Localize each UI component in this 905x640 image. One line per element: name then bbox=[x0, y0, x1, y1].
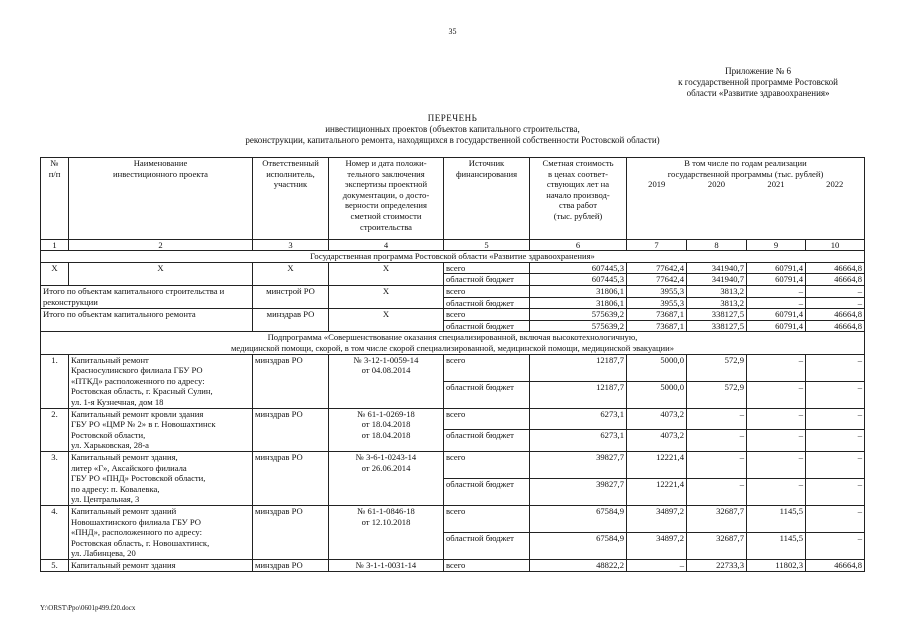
year-2022-value: – bbox=[806, 408, 865, 430]
header-expertise: Номер и дата положи- тельного заключения экспертизы проектной документации, о досто- верности определения сметной стоимости строительства bbox=[329, 158, 444, 240]
estimated-cost: 6273,1 bbox=[530, 408, 627, 430]
funding-source: всего bbox=[444, 309, 530, 321]
year-2020-value: 3813,2 bbox=[687, 297, 747, 309]
year-2021-value: – bbox=[747, 451, 806, 478]
expertise-conclusion: X bbox=[329, 262, 444, 285]
project-name-line: Капитальный ремонт кровли здания bbox=[71, 408, 204, 419]
estimated-cost: 67584,9 bbox=[530, 505, 627, 532]
estimated-cost: 12187,7 bbox=[530, 354, 627, 381]
year-2021-value: 60791,4 bbox=[747, 320, 806, 332]
year-2020-value: 3813,2 bbox=[687, 286, 747, 298]
project-name-line: Капитальный ремонт зданий bbox=[71, 505, 177, 516]
file-path-footer: Y:\ORST\Ppo\0601p499.f20.docx bbox=[40, 604, 136, 612]
document-heading bbox=[0, 113, 905, 146]
expertise-conclusion-line: № 3-6-1-0243-14 bbox=[355, 451, 417, 462]
document-title: ПЕРЕЧЕНЬ bbox=[427, 113, 478, 123]
year-2021-value: 60791,4 bbox=[747, 262, 806, 274]
estimated-cost: 39827,7 bbox=[530, 451, 627, 478]
year-2020-value: 32687,7 bbox=[687, 505, 747, 532]
year-2021-value: – bbox=[747, 286, 806, 298]
year-2020-value: 341940,7 bbox=[687, 262, 747, 274]
estimated-cost: 607445,3 bbox=[530, 274, 627, 286]
column-number: 4 bbox=[329, 239, 444, 251]
table-body bbox=[41, 158, 865, 572]
funding-source: всего bbox=[444, 505, 530, 532]
column-number: 7 bbox=[627, 239, 687, 251]
year-2020-value: – bbox=[687, 478, 747, 505]
year-2020-value: 338127,5 bbox=[687, 320, 747, 332]
expertise-conclusion-line: № 3-12-1-0059-14 bbox=[353, 354, 419, 365]
responsible-executor: минздрав РО bbox=[253, 451, 329, 505]
year-2022-value: – bbox=[806, 430, 865, 452]
funding-source: областной бюджет bbox=[444, 297, 530, 309]
year-2020-value: 32687,7 bbox=[687, 532, 747, 559]
project-name-line: ГБУ РО «ПНД» Ростовской области, bbox=[71, 473, 206, 484]
year-2019-value: 3955,3 bbox=[627, 297, 687, 309]
project-name bbox=[69, 559, 253, 571]
project-name-line: Красносулинского филиала ГБУ РО bbox=[71, 365, 203, 376]
row-number: X bbox=[41, 262, 69, 285]
year-2019-value: 73687,1 bbox=[627, 309, 687, 321]
column-number: 1 bbox=[41, 239, 69, 251]
project-row bbox=[41, 354, 865, 381]
year-2019-value: 34897,2 bbox=[627, 532, 687, 559]
page-number: 35 bbox=[448, 27, 457, 36]
year-2021-value: 1145,5 bbox=[747, 505, 806, 532]
year-2020-value: 572,9 bbox=[687, 381, 747, 408]
funding-source: всего bbox=[444, 451, 530, 478]
expertise-conclusion bbox=[329, 354, 444, 408]
project-name-line: Ростовская область, г. Красный Сулин, bbox=[71, 386, 213, 397]
expertise-conclusion-line: от 18.04.2018 bbox=[361, 419, 411, 430]
year-2021-value: 60791,4 bbox=[747, 274, 806, 286]
estimated-cost: 39827,7 bbox=[530, 478, 627, 505]
estimated-cost: 575639,2 bbox=[530, 320, 627, 332]
header-year-2021: 2021 bbox=[767, 179, 785, 190]
project-name-line: ул. Центральная, 3 bbox=[71, 494, 140, 505]
project-name bbox=[69, 408, 253, 451]
estimated-cost: 67584,9 bbox=[530, 532, 627, 559]
year-2022-value: 46664,8 bbox=[806, 309, 865, 321]
funding-source: областной бюджет bbox=[444, 320, 530, 332]
column-number: 5 bbox=[444, 239, 530, 251]
appendix-line: Приложение № 6 bbox=[725, 66, 791, 76]
estimated-cost: 6273,1 bbox=[530, 430, 627, 452]
row-number: 5. bbox=[41, 559, 69, 571]
year-2022-value: – bbox=[806, 381, 865, 408]
year-2019-value: 4073,2 bbox=[627, 408, 687, 430]
year-2022-value: – bbox=[806, 532, 865, 559]
program-title: Государственная программа Ростовской области «Развитие здравоохранения» bbox=[41, 251, 865, 263]
program-summary-row bbox=[41, 262, 865, 274]
row-number: 2. bbox=[41, 408, 69, 451]
project-name: X bbox=[69, 262, 253, 285]
program-title-row bbox=[41, 251, 865, 263]
expertise-conclusion: X bbox=[329, 309, 444, 332]
project-name bbox=[69, 354, 253, 408]
funding-source: областной бюджет bbox=[444, 274, 530, 286]
year-2022-value: 46664,8 bbox=[806, 274, 865, 286]
column-number: 2 bbox=[69, 239, 253, 251]
column-number: 8 bbox=[687, 239, 747, 251]
estimated-cost: 48822,2 bbox=[530, 559, 627, 571]
responsible-executor: минздрав РО bbox=[253, 408, 329, 451]
header-name: Наименование инвестиционного проекта bbox=[69, 158, 253, 240]
project-name-line: ул. 1-я Кузнечная, дом 18 bbox=[71, 397, 164, 407]
expertise-conclusion-line: № 61-1-0269-18 bbox=[357, 408, 415, 419]
expertise-conclusion bbox=[329, 408, 444, 451]
year-2022-value: – bbox=[806, 451, 865, 478]
expertise-conclusion: X bbox=[329, 286, 444, 309]
header-executor: Ответственный исполнитель, участник bbox=[253, 158, 329, 240]
expertise-conclusion-line: от 18.04.2018 bbox=[361, 429, 411, 440]
year-2021-value: – bbox=[747, 478, 806, 505]
project-name-line: по адресу: п. Ковалевка, bbox=[71, 483, 160, 494]
project-name-line: ГБУ РО «ЦМР № 2» в г. Новошахтинск bbox=[71, 419, 216, 430]
year-2019-value: 12221,4 bbox=[627, 478, 687, 505]
header-years-group: В том числе по годам реализации государственной программы (тыс. рублей) bbox=[627, 158, 865, 180]
responsible-executor: минздрав РО bbox=[253, 309, 329, 332]
expertise-conclusion-line: № 61-1-0846-18 bbox=[357, 505, 415, 516]
year-2021-value: 60791,4 bbox=[747, 309, 806, 321]
row-number: 1. bbox=[41, 354, 69, 408]
appendix-line: к государственной программе Ростовской bbox=[678, 77, 838, 87]
header-year-2022: 2022 bbox=[806, 179, 865, 239]
expertise-conclusion-line: от 26.06.2014 bbox=[361, 462, 411, 473]
project-name-line: Капитальный ремонт здания bbox=[71, 559, 176, 570]
year-2022-value: – bbox=[806, 286, 865, 298]
project-name-line: «ПНД», расположенного по адресу: bbox=[71, 527, 202, 538]
project-name-line: Капитальный ремонт здания, bbox=[71, 451, 178, 462]
project-name-line: Ростовская область, г. Новошахтинск, bbox=[71, 537, 210, 548]
project-name-line: литер «Г», Аксайского филиала bbox=[71, 462, 187, 473]
year-2020-value: – bbox=[687, 430, 747, 452]
year-2021-value: 11802,3 bbox=[747, 559, 806, 571]
estimated-cost: 575639,2 bbox=[530, 309, 627, 321]
responsible-executor: минздрав РО bbox=[253, 505, 329, 559]
funding-source: всего bbox=[444, 559, 530, 571]
row-number: 4. bbox=[41, 505, 69, 559]
expertise-conclusion-line: № 3-1-1-0031-14 bbox=[355, 559, 417, 570]
year-2019-value: 12221,4 bbox=[627, 451, 687, 478]
document-subtitle-line: реконструкции, капитального ремонта, находящихся в государственной собственности Ростовской области) bbox=[245, 135, 660, 145]
project-name bbox=[69, 451, 253, 505]
project-name-line: ул. Лабинцева, 20 bbox=[71, 548, 136, 559]
row-number: 3. bbox=[41, 451, 69, 505]
project-name-line: «ПТКД» расположенного по адресу: bbox=[71, 375, 205, 386]
year-2019-value: – bbox=[627, 559, 687, 571]
estimated-cost: 31806,1 bbox=[530, 286, 627, 298]
funding-source: всего bbox=[444, 286, 530, 298]
estimated-cost: 12187,7 bbox=[530, 381, 627, 408]
funding-source: всего bbox=[444, 262, 530, 274]
funding-source: областной бюджет bbox=[444, 430, 530, 452]
funding-source: областной бюджет bbox=[444, 478, 530, 505]
responsible-executor: минздрав РО bbox=[253, 354, 329, 408]
column-numbering-row bbox=[41, 239, 865, 251]
year-2022-value: 46664,8 bbox=[806, 262, 865, 274]
year-2022-value: – bbox=[806, 505, 865, 532]
estimated-cost: 607445,3 bbox=[530, 262, 627, 274]
responsible-executor: минстрой РО bbox=[253, 286, 329, 309]
header-source: Источник финансирования bbox=[444, 158, 530, 240]
program-summary-row bbox=[41, 286, 865, 298]
project-name-line: Ростовской области, bbox=[71, 429, 146, 440]
appendix-note bbox=[678, 66, 838, 99]
project-row bbox=[41, 559, 865, 571]
year-2020-value: 572,9 bbox=[687, 354, 747, 381]
expertise-conclusion bbox=[329, 505, 444, 559]
year-2020-value: – bbox=[687, 408, 747, 430]
subprogram-title bbox=[41, 332, 865, 354]
funding-source: областной бюджет bbox=[444, 381, 530, 408]
year-2019-value: 77642,4 bbox=[627, 262, 687, 274]
year-2019-value: 5000,0 bbox=[627, 381, 687, 408]
project-row bbox=[41, 451, 865, 478]
year-2022-value: – bbox=[806, 478, 865, 505]
year-2022-value: – bbox=[806, 297, 865, 309]
responsible-executor: минздрав РО bbox=[253, 559, 329, 571]
column-number: 9 bbox=[747, 239, 806, 251]
year-2019-value: 3955,3 bbox=[627, 286, 687, 298]
year-2019-value: 5000,0 bbox=[627, 354, 687, 381]
program-summary-row bbox=[41, 309, 865, 321]
year-2022-value: – bbox=[806, 354, 865, 381]
year-2022-value: 46664,8 bbox=[806, 320, 865, 332]
expertise-conclusion bbox=[329, 451, 444, 505]
funding-source: областной бюджет bbox=[444, 532, 530, 559]
year-2020-value: 338127,5 bbox=[687, 309, 747, 321]
year-2019-value: 4073,2 bbox=[627, 430, 687, 452]
responsible-executor: X bbox=[253, 262, 329, 285]
year-2021-value: – bbox=[747, 354, 806, 381]
project-name-line: Капитальный ремонт bbox=[71, 354, 149, 365]
year-2021-value: – bbox=[747, 381, 806, 408]
project-name-line: ул. Харьковская, 28-а bbox=[71, 440, 149, 451]
year-2019-value: 34897,2 bbox=[627, 505, 687, 532]
appendix-line: области «Развитие здравоохранения» bbox=[686, 88, 830, 98]
project-name bbox=[69, 505, 253, 559]
summary-label: Итого по объектам капитального ремонта bbox=[41, 309, 253, 332]
column-number: 10 bbox=[806, 239, 865, 251]
year-2019-value: 73687,1 bbox=[627, 320, 687, 332]
year-2020-value: 22733,3 bbox=[687, 559, 747, 571]
expertise-conclusion bbox=[329, 559, 444, 571]
year-2019-value: 77642,4 bbox=[627, 274, 687, 286]
project-row bbox=[41, 408, 865, 430]
column-number: 3 bbox=[253, 239, 329, 251]
year-2020-value: 341940,7 bbox=[687, 274, 747, 286]
funding-source: всего bbox=[444, 408, 530, 430]
header-num: № п/п bbox=[41, 158, 69, 240]
expertise-conclusion-line: от 04.08.2014 bbox=[361, 365, 411, 376]
year-2020-value: – bbox=[687, 451, 747, 478]
year-2021-value: – bbox=[747, 430, 806, 452]
summary-label: Итого по объектам капитального строительства и реконструкции bbox=[41, 286, 253, 309]
funding-source: всего bbox=[444, 354, 530, 381]
investment-projects-table bbox=[40, 157, 865, 572]
header-year-2019: 2019 bbox=[627, 179, 687, 239]
project-row bbox=[41, 505, 865, 532]
year-2021-value: – bbox=[747, 297, 806, 309]
project-name-line: Новошахтинского филиала ГБУ РО bbox=[71, 516, 201, 527]
year-2021-value: 1145,5 bbox=[747, 532, 806, 559]
expertise-conclusion-line: от 12.10.2018 bbox=[361, 516, 411, 527]
table-header-row bbox=[41, 158, 865, 180]
subprogram-title-line: Подпрограмма «Совершенствование оказания специализированной, включая высокотехнологичную, bbox=[267, 332, 638, 343]
column-number: 6 bbox=[530, 239, 627, 251]
estimated-cost: 31806,1 bbox=[530, 297, 627, 309]
header-year-2020: 2020 bbox=[707, 179, 726, 190]
header-cost: Сметная стоимость в ценах соответ- ствующих лет на начало производ- ства работ (тыс. рублей) bbox=[530, 158, 627, 240]
year-2022-value: 46664,8 bbox=[806, 559, 865, 571]
document-subtitle-line: инвестиционных проектов (объектов капитального строительства, bbox=[325, 124, 580, 134]
subprogram-title-line: медицинской помощи, скорой, в том числе скорой специализированной, медицинской помощи, медицинской эвакуации» bbox=[230, 343, 675, 354]
subprogram-title-row bbox=[41, 332, 865, 354]
year-2021-value: – bbox=[747, 408, 806, 430]
